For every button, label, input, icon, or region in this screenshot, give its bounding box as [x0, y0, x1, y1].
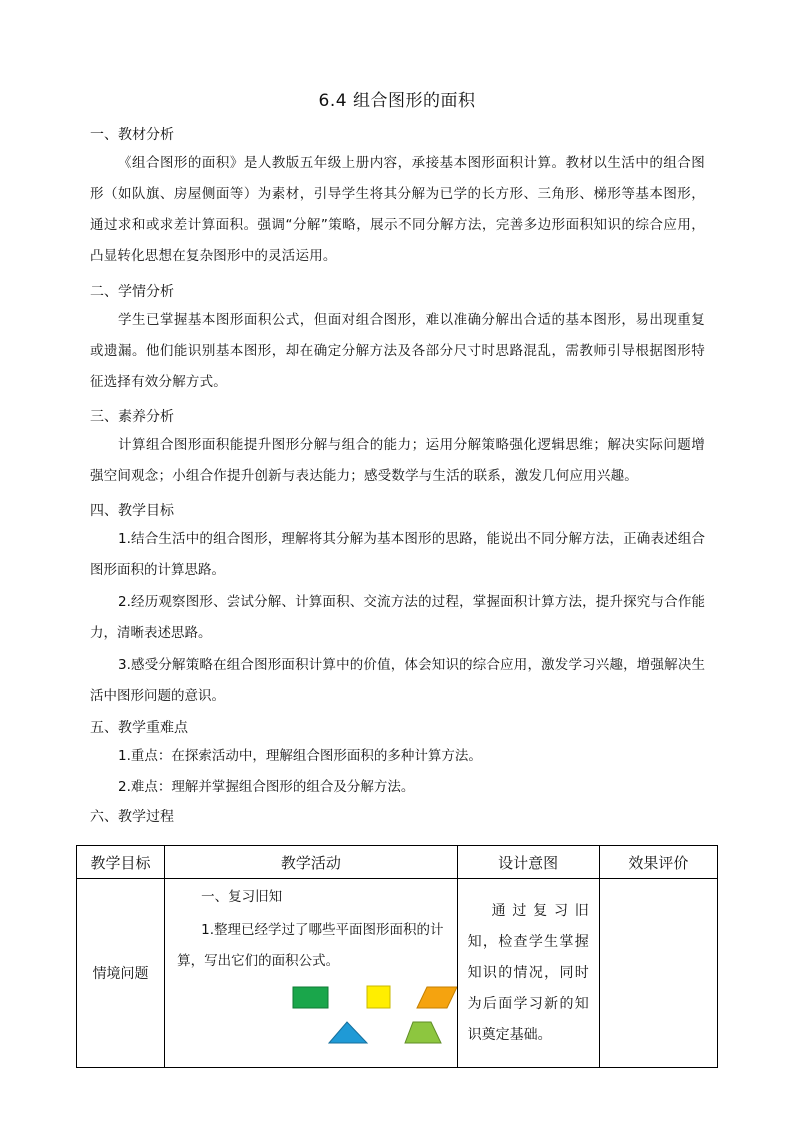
key-point-item-1: 1.重点：在探索活动中，理解组合图形面积的多种计算方法。 — [118, 748, 482, 764]
header-intent: 设计意图 — [457, 846, 599, 879]
section-heading-students: 二、学情分析 — [90, 284, 174, 300]
goal-item-1: 1.结合生活中的组合图形，理解将其分解为基本图形的思路，能说出不同分解方法，正确表述组合图形面积的计算思路。 — [90, 531, 705, 578]
yellow-square-shape — [367, 986, 390, 1008]
header-activity: 教学活动 — [165, 846, 457, 879]
row-goal: 情境问题 — [77, 879, 165, 1068]
section-heading-key-points: 五、教学重难点 — [90, 720, 188, 736]
key-point-item-2: 2.难点：理解并掌握组合图形的组合及分解方法。 — [118, 779, 415, 795]
table-header-row — [77, 846, 718, 879]
table-row — [77, 879, 718, 1068]
activity-heading: 一、复习旧知 — [201, 889, 283, 905]
goal-item-2: 2.经历观察图形、尝试分解、计算面积、交流方法的过程，掌握面积计算方法，提升探究与合作能力，清晰表述思路。 — [90, 594, 705, 641]
activity-text: 1.整理已经学过了哪些平面图形面积的计算，写出它们的面积公式。 — [177, 922, 444, 969]
row-evaluation — [599, 879, 717, 1068]
blue-triangle-shape — [329, 1022, 367, 1043]
header-evaluation: 效果评价 — [599, 846, 717, 879]
green-rectangle-shape — [293, 987, 328, 1008]
goal-item-3: 3.感受分解策略在组合图形面积计算中的价值，体会知识的综合应用，激发学习兴趣，增强解决生活中图形问题的意识。 — [90, 657, 705, 704]
section-heading-material: 一、教材分析 — [90, 127, 174, 143]
section-text-material: 《组合图形的面积》是人教版五年级上册内容，承接基本图形面积计算。教材以生活中的组合图形（如队旗、房屋侧面等）为素材，引导学生将其分解为已学的长方形、三角形、梯形等基本图形，通过求和或求差计算面积。强调“分解”策略，展示不同分解方法，完善多边形面积知识的综合应用，凸显转化思想在复杂图形中的灵活运用。 — [90, 155, 705, 264]
section-text-students: 学生已掌握基本图形面积公式，但面对组合图形，难以准确分解出合适的基本图形，易出现重复或遗漏。他们能识别基本图形，却在确定分解方法及各部分尺寸时思路混乱，需教师引导根据图形特征选择有效分解方式。 — [90, 312, 705, 390]
shapes-figure — [165, 879, 457, 1067]
green-trapezoid-shape — [405, 1022, 441, 1043]
section-heading-literacy: 三、素养分析 — [90, 409, 174, 425]
orange-parallelogram-shape — [417, 987, 457, 1008]
section-heading-goals: 四、教学目标 — [90, 503, 174, 519]
page-title: 6.4 组合图形的面积 — [318, 91, 476, 111]
row-intent: 通过复习旧知，检查学生掌握知识的情况，同时为后面学习新的知识奠定基础。 — [457, 879, 599, 1068]
row-activity — [165, 879, 457, 1068]
header-goal: 教学目标 — [77, 846, 165, 879]
teaching-process-table — [76, 845, 718, 1068]
section-text-literacy: 计算组合图形面积能提升图形分解与组合的能力；运用分解策略强化逻辑思维；解决实际问题增强空间观念；小组合作提升创新与表达能力；感受数学与生活的联系，激发几何应用兴趣。 — [90, 437, 705, 484]
section-heading-process: 六、教学过程 — [90, 809, 174, 825]
